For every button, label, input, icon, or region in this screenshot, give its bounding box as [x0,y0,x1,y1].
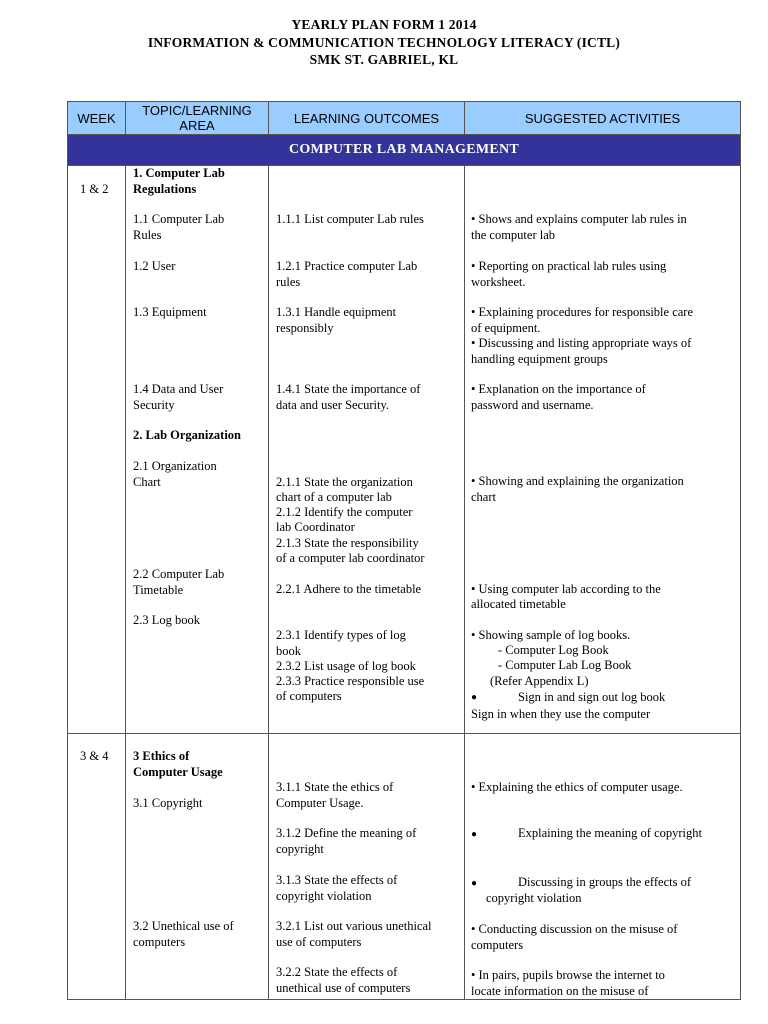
activity-text: Sign in when they use the computer [471,707,651,721]
outcome-text: book [276,644,301,658]
activity-text: the computer lab [471,228,555,242]
outcome-text: 1.2.1 Practice computer Lab [276,259,418,273]
outcome-text: Computer Usage. [276,796,364,810]
topic-text: 1.2 User [133,259,176,273]
activity-text: (Refer Appendix L) [490,674,589,688]
topic-text: Chart [133,475,161,489]
outcome-text: of a computer lab coordinator [276,551,425,565]
grid-line [125,165,126,999]
outcome-text: 3.1.2 Define the meaning of [276,826,417,840]
activity-text: • Explanation on the importance of [471,382,646,396]
outcome-text: lab Coordinator [276,520,355,534]
topic-text: Security [133,398,175,412]
outcome-text: 3.2.2 State the effects of [276,965,398,979]
activity-text: Discussing in groups the effects of [518,875,692,889]
title-line-1: YEARLY PLAN FORM 1 2014 [291,17,477,32]
activity-text: • In pairs, pupils browse the internet to [471,968,665,982]
outcome-text: use of computers [276,935,362,949]
grid-line [125,102,126,135]
topic-text: 3.2 Unethical use of [133,919,234,933]
activity-text: • Explaining the ethics of computer usage. [471,780,683,794]
outcome-text: 2.1.3 State the responsibility [276,536,419,550]
topic-text: Regulations [133,182,197,196]
col-header-topic-line2: AREA [179,118,215,133]
topic-text: 3 Ethics of [133,749,190,763]
title-line-3: SMK ST. GABRIEL, KL [309,52,459,67]
activity-text: Explaining the meaning of copyright [518,826,702,840]
col-header-week: WEEK [68,102,125,134]
week-cell: 1 & 2 [80,182,109,196]
grid-line [464,165,465,999]
activity-text: • Discussing and listing appropriate ways of [471,336,692,350]
activity-text: computers [471,938,524,952]
topic-text: 1. Computer Lab [133,166,225,180]
topic-text: 1.4 Data and User [133,382,224,396]
col-header-outcomes: LEARNING OUTCOMES [269,102,464,134]
bullet-icon: ● [471,829,478,840]
topic-text: 2.1 Organization [133,459,217,473]
grid-line [68,134,740,135]
topic-text: Rules [133,228,162,242]
outcome-text: rules [276,275,301,289]
outcome-text: 2.2.1 Adhere to the timetable [276,582,422,596]
topic-text: 2.2 Computer Lab [133,567,225,581]
activity-text: - Computer Log Book [498,643,609,657]
outcome-text: 1.4.1 State the importance of [276,382,421,396]
topic-text: Timetable [133,583,184,597]
outcome-text: 2.3.1 Identify types of log [276,628,406,642]
activity-text: • Showing and explaining the organization [471,474,684,488]
activity-text: • Shows and explains computer lab rules in [471,212,687,226]
activity-text: worksheet. [471,275,526,289]
outcome-text: 1.3.1 Handle equipment [276,305,397,319]
outcome-text: copyright violation [276,889,372,903]
activity-text: • Using computer lab according to the [471,582,661,596]
activity-text: copyright violation [486,891,582,905]
topic-text: 2.3 Log book [133,613,201,627]
topic-text: 1.3 Equipment [133,305,207,319]
topic-text: 3.1 Copyright [133,796,203,810]
activity-text: • Conducting discussion on the misuse of [471,922,678,936]
grid-line [464,102,465,135]
outcome-text: 2.1.1 State the organization [276,475,413,489]
outcome-text: data and user Security. [276,398,390,412]
activity-text: allocated timetable [471,597,566,611]
activity-text: Sign in and sign out log book [518,690,666,704]
activity-text: handling equipment groups [471,352,608,366]
col-header-activities: SUGGESTED ACTIVITIES [465,102,740,134]
activity-text: chart [471,490,496,504]
activity-text: of equipment. [471,321,541,335]
outcome-text: 3.1.3 State the effects of [276,873,398,887]
activity-text: - Computer Lab Log Book [498,658,632,672]
outcome-text: copyright [276,842,324,856]
bullet-icon: ● [471,878,478,889]
grid-line [268,102,269,135]
grid-line [68,733,740,734]
col-header-topic [126,102,268,134]
grid-line [268,165,269,999]
activity-text: • Explaining procedures for responsible care [471,305,694,319]
topic-text: 1.1 Computer Lab [133,212,225,226]
week-cell: 3 & 4 [80,749,109,763]
title-line-2: INFORMATION & COMMUNICATION TECHNOLOGY LITERACY (ICTL) [147,35,621,50]
section-title-bar: COMPUTER LAB MANAGEMENT [68,135,740,165]
outcome-text: chart of a computer lab [276,490,392,504]
yearly-plan-table [67,101,741,1000]
outcome-text: responsibly [276,321,334,335]
bullet-icon: ● [471,692,478,703]
outcome-text: of computers [276,689,342,703]
outcome-text: unethical use of computers [276,981,411,995]
outcome-text: 1.1.1 List computer Lab rules [276,212,424,226]
outcome-text: 3.2.1 List out various unethical [276,919,432,933]
activity-text: • Showing sample of log books. [471,628,631,642]
topic-text: Computer Usage [133,765,223,779]
topic-text: 2. Lab Organization [133,428,241,442]
activity-text: • Reporting on practical lab rules using [471,259,667,273]
topic-text: computers [133,935,186,949]
outcome-text: 2.3.3 Practice responsible use [276,674,425,688]
activity-text: locate information on the misuse of [471,984,649,998]
outcome-text: 2.3.2 List usage of log book [276,659,416,673]
outcome-text: 2.1.2 Identify the computer [276,505,413,519]
activity-text: password and username. [471,398,594,412]
col-header-topic-line1: TOPIC/LEARNING [142,103,252,118]
outcome-text: 3.1.1 State the ethics of [276,780,394,794]
